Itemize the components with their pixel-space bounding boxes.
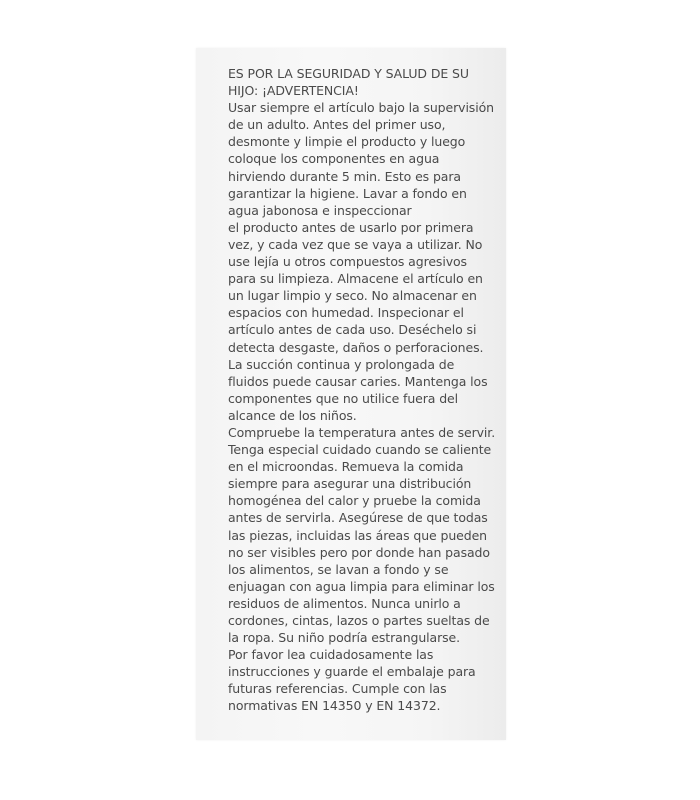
warning-text-block xyxy=(228,65,498,715)
warning-body: Usar siempre el artículo bajo la supervisión de un adulto. Antes del primer uso, desmonte y limpie el producto y luego coloque los componentes en agua hirviendo durante 5 min. Esto es para garantizar la higiene. Lavar a fondo en agua jabonosa e inspeccionar el producto antes de usarlo por primera vez, y cada vez que se vaya a utilizar. No use lejía u otros compuestos agresivos para su limpieza. Almacene el artículo en un lugar limpio y seco. No almacenar en espacios con humedad. Inspecionar el artículo antes de cada uso. Deséchelo si detecta desgaste, daños o perforaciones. La succión continua y prolongada de fluidos puede causar caries. Mantenga los componentes que no utilice fuera del alcance de los niños. Compruebe la temperatura antes de servir. Tenga especial cuidado cuando se caliente en el microondas. Remueva la comida siempre para asegurar una distribución homogénea del calor y pruebe la comida antes de servirla. Asegúrese de que todas las piezas, incluidas las áreas que pueden no ser visibles pero por donde han pasado los alimentos, se lavan a fondo y se enjuagan con agua limpia para eliminar los residuos de alimentos. Nunca unirlo a cordones, cintas, lazos o partes sueltas de la ropa. Su niño podría estrangularse. Por favor lea cuidadosamente las instrucciones y guarde el embalaje para futuras referencias. Cumple con las normativas EN 14350 y EN 14372. xyxy=(228,100,496,714)
warning-heading: ES POR LA SEGURIDAD Y SALUD DE SU HIJO: ¡ADVERTENCIA! xyxy=(228,66,469,99)
